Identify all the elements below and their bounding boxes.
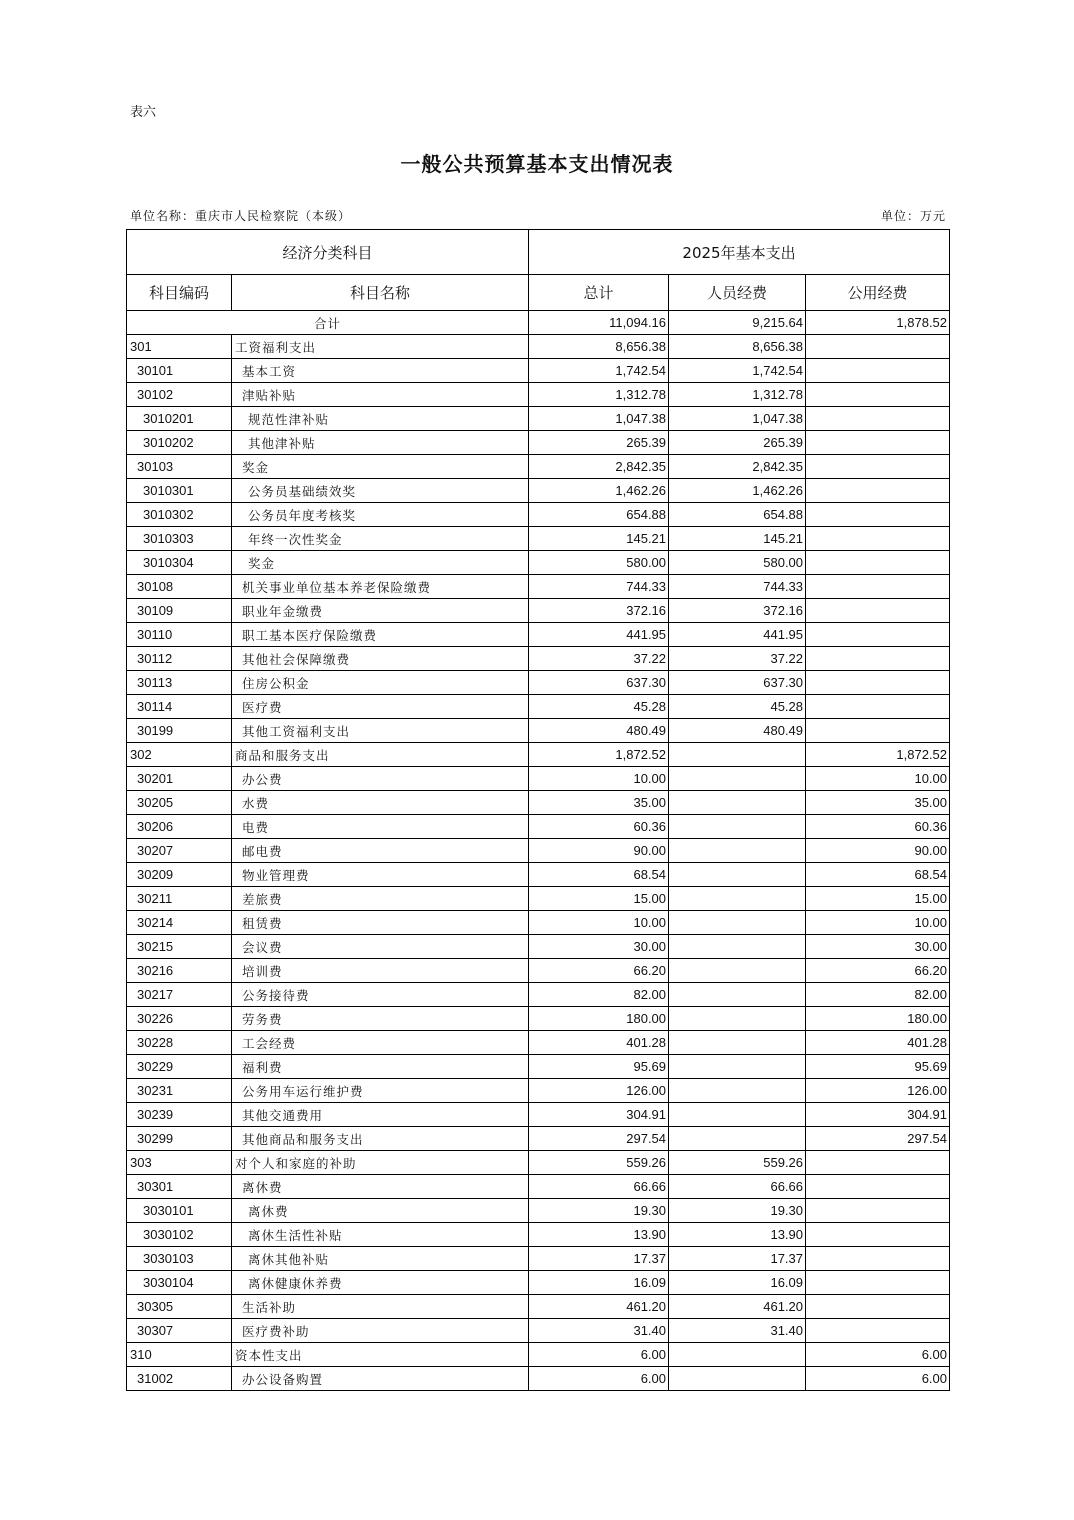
code-cell: 30113 [127, 671, 232, 695]
name-cell: 其他交通费用 [232, 1103, 529, 1127]
total-cell: 304.91 [529, 1103, 669, 1127]
group-header-classification: 经济分类科目 [127, 230, 529, 275]
public-cell: 30.00 [806, 935, 950, 959]
currency-unit-label: 单位：万元 [880, 209, 946, 223]
name-cell: 职业年金缴费 [232, 599, 529, 623]
table-row [127, 1271, 950, 1295]
public-cell: 180.00 [806, 1007, 950, 1031]
total-cell: 1,312.78 [529, 383, 669, 407]
code-cell: 30228 [127, 1031, 232, 1055]
personnel-cell: 16.09 [669, 1271, 806, 1295]
table-row [127, 863, 950, 887]
total-row [127, 311, 950, 335]
code-cell: 301 [127, 335, 232, 359]
table-row [127, 839, 950, 863]
code-cell: 3010302 [127, 503, 232, 527]
total-cell: 13.90 [529, 1223, 669, 1247]
name-cell: 生活补助 [232, 1295, 529, 1319]
personnel-cell [669, 911, 806, 935]
public-cell [806, 455, 950, 479]
personnel-cell [669, 863, 806, 887]
name-cell: 对个人和家庭的补助 [232, 1151, 529, 1175]
total-cell: 17.37 [529, 1247, 669, 1271]
table-row [127, 1079, 950, 1103]
personnel-cell: 13.90 [669, 1223, 806, 1247]
name-cell: 租赁费 [232, 911, 529, 935]
total-cell: 95.69 [529, 1055, 669, 1079]
total-cell: 145.21 [529, 527, 669, 551]
personnel-cell: 8,656.38 [669, 335, 806, 359]
personnel-cell: 1,742.54 [669, 359, 806, 383]
column-header-row [127, 275, 950, 311]
table-row [127, 623, 950, 647]
total-cell: 15.00 [529, 887, 669, 911]
name-cell: 培训费 [232, 959, 529, 983]
code-cell: 3010301 [127, 479, 232, 503]
name-cell: 离休健康休养费 [232, 1271, 529, 1295]
public-cell [806, 1247, 950, 1271]
total-cell: 1,047.38 [529, 407, 669, 431]
table-row [127, 1175, 950, 1199]
personnel-cell: 31.40 [669, 1319, 806, 1343]
code-cell: 30199 [127, 719, 232, 743]
table-row [127, 431, 950, 455]
name-cell: 离休生活性补贴 [232, 1223, 529, 1247]
code-cell: 30112 [127, 647, 232, 671]
personnel-cell: 265.39 [669, 431, 806, 455]
public-cell [806, 671, 950, 695]
public-cell [806, 431, 950, 455]
public-cell [806, 1271, 950, 1295]
name-cell: 水费 [232, 791, 529, 815]
personnel-cell [669, 1079, 806, 1103]
table-row [127, 959, 950, 983]
name-cell: 规范性津补贴 [232, 407, 529, 431]
personnel-cell [669, 839, 806, 863]
code-cell: 30207 [127, 839, 232, 863]
name-cell: 物业管理费 [232, 863, 529, 887]
table-row [127, 1127, 950, 1151]
code-cell: 30229 [127, 1055, 232, 1079]
personnel-cell: 441.95 [669, 623, 806, 647]
code-cell: 303 [127, 1151, 232, 1175]
name-cell: 基本工资 [232, 359, 529, 383]
code-cell: 3030101 [127, 1199, 232, 1223]
public-cell: 95.69 [806, 1055, 950, 1079]
personnel-cell [669, 983, 806, 1007]
code-cell: 30305 [127, 1295, 232, 1319]
table-row [127, 671, 950, 695]
total-cell: 10.00 [529, 767, 669, 791]
column-header-personnel: 人员经费 [669, 275, 806, 311]
table-row [127, 1103, 950, 1127]
column-header-total: 总计 [529, 275, 669, 311]
name-cell: 其他工资福利支出 [232, 719, 529, 743]
personnel-cell: 19.30 [669, 1199, 806, 1223]
table-row [127, 983, 950, 1007]
code-cell: 310 [127, 1343, 232, 1367]
personnel-cell: 637.30 [669, 671, 806, 695]
public-cell [806, 719, 950, 743]
table-row [127, 935, 950, 959]
table-row [127, 743, 950, 767]
name-cell: 机关事业单位基本养老保险缴费 [232, 575, 529, 599]
total-cell: 30.00 [529, 935, 669, 959]
name-cell: 公务用车运行维护费 [232, 1079, 529, 1103]
table-row [127, 1343, 950, 1367]
personnel-cell: 744.33 [669, 575, 806, 599]
total-cell: 6.00 [529, 1343, 669, 1367]
total-cell: 265.39 [529, 431, 669, 455]
table-row [127, 527, 950, 551]
total-cell: 10.00 [529, 911, 669, 935]
total-cell: 66.66 [529, 1175, 669, 1199]
code-cell: 30114 [127, 695, 232, 719]
personnel-cell [669, 1343, 806, 1367]
name-cell: 职工基本医疗保险缴费 [232, 623, 529, 647]
total-cell: 1,462.26 [529, 479, 669, 503]
personnel-cell [669, 1031, 806, 1055]
total-cell: 480.49 [529, 719, 669, 743]
code-cell: 30211 [127, 887, 232, 911]
name-cell: 工会经费 [232, 1031, 529, 1055]
total-cell: 35.00 [529, 791, 669, 815]
column-header-name: 科目名称 [232, 275, 529, 311]
name-cell: 差旅费 [232, 887, 529, 911]
personnel-cell: 1,462.26 [669, 479, 806, 503]
total-cell: 126.00 [529, 1079, 669, 1103]
code-cell: 30214 [127, 911, 232, 935]
code-cell: 30103 [127, 455, 232, 479]
code-cell: 30109 [127, 599, 232, 623]
total-public-cell: 1,878.52 [806, 311, 950, 335]
public-cell: 82.00 [806, 983, 950, 1007]
total-cell: 401.28 [529, 1031, 669, 1055]
public-cell [806, 1175, 950, 1199]
name-cell: 离休费 [232, 1199, 529, 1223]
public-cell: 1,872.52 [806, 743, 950, 767]
table-row [127, 1295, 950, 1319]
personnel-cell: 66.66 [669, 1175, 806, 1199]
code-cell: 30101 [127, 359, 232, 383]
name-cell: 公务员基础绩效奖 [232, 479, 529, 503]
public-cell [806, 479, 950, 503]
public-cell: 66.20 [806, 959, 950, 983]
name-cell: 奖金 [232, 455, 529, 479]
personnel-cell [669, 1007, 806, 1031]
column-header-public: 公用经费 [806, 275, 950, 311]
table-row [127, 1031, 950, 1055]
code-cell: 30299 [127, 1127, 232, 1151]
total-cell: 461.20 [529, 1295, 669, 1319]
public-cell: 90.00 [806, 839, 950, 863]
personnel-cell [669, 887, 806, 911]
code-cell: 3030104 [127, 1271, 232, 1295]
table-row [127, 1247, 950, 1271]
personnel-cell: 17.37 [669, 1247, 806, 1271]
total-cell: 297.54 [529, 1127, 669, 1151]
personnel-cell: 372.16 [669, 599, 806, 623]
code-cell: 3010201 [127, 407, 232, 431]
name-cell: 奖金 [232, 551, 529, 575]
name-cell: 商品和服务支出 [232, 743, 529, 767]
public-cell [806, 335, 950, 359]
total-cell: 31.40 [529, 1319, 669, 1343]
public-cell [806, 1223, 950, 1247]
public-cell [806, 599, 950, 623]
table-row [127, 1223, 950, 1247]
code-cell: 30206 [127, 815, 232, 839]
total-cell: 654.88 [529, 503, 669, 527]
total-label: 合计 [127, 311, 529, 335]
total-cell: 1,742.54 [529, 359, 669, 383]
public-cell: 6.00 [806, 1343, 950, 1367]
code-cell: 30231 [127, 1079, 232, 1103]
public-cell: 15.00 [806, 887, 950, 911]
personnel-cell [669, 1103, 806, 1127]
name-cell: 工资福利支出 [232, 335, 529, 359]
total-cell: 744.33 [529, 575, 669, 599]
total-cell: 45.28 [529, 695, 669, 719]
name-cell: 劳务费 [232, 1007, 529, 1031]
public-cell: 401.28 [806, 1031, 950, 1055]
public-cell [806, 575, 950, 599]
code-cell: 30110 [127, 623, 232, 647]
total-cell: 82.00 [529, 983, 669, 1007]
table-row [127, 719, 950, 743]
table-row [127, 407, 950, 431]
table-row [127, 1007, 950, 1031]
name-cell: 公务接待费 [232, 983, 529, 1007]
personnel-cell: 461.20 [669, 1295, 806, 1319]
total-cell: 441.95 [529, 623, 669, 647]
public-cell [806, 359, 950, 383]
table-row [127, 911, 950, 935]
total-cell: 60.36 [529, 815, 669, 839]
public-cell [806, 1319, 950, 1343]
personnel-cell: 480.49 [669, 719, 806, 743]
personnel-cell [669, 959, 806, 983]
code-cell: 30108 [127, 575, 232, 599]
code-cell: 302 [127, 743, 232, 767]
code-cell: 30209 [127, 863, 232, 887]
code-cell: 30239 [127, 1103, 232, 1127]
public-cell [806, 407, 950, 431]
public-cell [806, 383, 950, 407]
table-row [127, 479, 950, 503]
personnel-cell [669, 1367, 806, 1391]
public-cell [806, 527, 950, 551]
table-row [127, 575, 950, 599]
table-row [127, 551, 950, 575]
total-cell: 90.00 [529, 839, 669, 863]
personnel-cell [669, 815, 806, 839]
total-cell: 637.30 [529, 671, 669, 695]
budget-expenditure-table [126, 229, 950, 1391]
table-row [127, 383, 950, 407]
table-row [127, 695, 950, 719]
table-row [127, 1151, 950, 1175]
name-cell: 邮电费 [232, 839, 529, 863]
name-cell: 医疗费补助 [232, 1319, 529, 1343]
code-cell: 3010304 [127, 551, 232, 575]
code-cell: 30226 [127, 1007, 232, 1031]
table-row [127, 1319, 950, 1343]
personnel-cell: 559.26 [669, 1151, 806, 1175]
unit-name-label: 单位名称：重庆市人民检察院（本级） [130, 209, 352, 223]
public-cell: 304.91 [806, 1103, 950, 1127]
public-cell [806, 623, 950, 647]
personnel-cell [669, 767, 806, 791]
name-cell: 医疗费 [232, 695, 529, 719]
name-cell: 津贴补贴 [232, 383, 529, 407]
public-cell [806, 695, 950, 719]
personnel-cell [669, 1055, 806, 1079]
personnel-cell: 145.21 [669, 527, 806, 551]
public-cell: 35.00 [806, 791, 950, 815]
public-cell [806, 503, 950, 527]
code-cell: 30201 [127, 767, 232, 791]
code-cell: 3010303 [127, 527, 232, 551]
personnel-cell: 2,842.35 [669, 455, 806, 479]
name-cell: 离休其他补贴 [232, 1247, 529, 1271]
name-cell: 办公费 [232, 767, 529, 791]
public-cell: 60.36 [806, 815, 950, 839]
public-cell [806, 551, 950, 575]
name-cell: 其他商品和服务支出 [232, 1127, 529, 1151]
column-header-code: 科目编码 [127, 275, 232, 311]
total-cell: 2,842.35 [529, 455, 669, 479]
name-cell: 福利费 [232, 1055, 529, 1079]
table-row [127, 647, 950, 671]
total-cell: 8,656.38 [529, 335, 669, 359]
name-cell: 离休费 [232, 1175, 529, 1199]
total-cell: 37.22 [529, 647, 669, 671]
personnel-cell: 654.88 [669, 503, 806, 527]
personnel-cell [669, 743, 806, 767]
public-cell: 126.00 [806, 1079, 950, 1103]
code-cell: 30307 [127, 1319, 232, 1343]
name-cell: 电费 [232, 815, 529, 839]
total-cell: 1,872.52 [529, 743, 669, 767]
code-cell: 3030102 [127, 1223, 232, 1247]
public-cell [806, 1151, 950, 1175]
total-cell: 16.09 [529, 1271, 669, 1295]
table-row [127, 335, 950, 359]
personnel-cell [669, 791, 806, 815]
group-header-row [127, 230, 950, 275]
code-cell: 3030103 [127, 1247, 232, 1271]
table-row [127, 1055, 950, 1079]
personnel-cell: 580.00 [669, 551, 806, 575]
public-cell [806, 1199, 950, 1223]
name-cell: 其他津补贴 [232, 431, 529, 455]
public-cell: 10.00 [806, 767, 950, 791]
personnel-cell: 1,047.38 [669, 407, 806, 431]
public-cell: 297.54 [806, 1127, 950, 1151]
code-cell: 30215 [127, 935, 232, 959]
name-cell: 会议费 [232, 935, 529, 959]
table-row [127, 359, 950, 383]
total-personnel-cell: 9,215.64 [669, 311, 806, 335]
personnel-cell [669, 1127, 806, 1151]
personnel-cell: 1,312.78 [669, 383, 806, 407]
code-cell: 30301 [127, 1175, 232, 1199]
group-header-budget-2025: 2025年基本支出 [529, 230, 950, 275]
code-cell: 30102 [127, 383, 232, 407]
personnel-cell: 45.28 [669, 695, 806, 719]
name-cell: 办公设备购置 [232, 1367, 529, 1391]
total-cell: 68.54 [529, 863, 669, 887]
name-cell: 公务员年度考核奖 [232, 503, 529, 527]
name-cell: 资本性支出 [232, 1343, 529, 1367]
total-cell: 180.00 [529, 1007, 669, 1031]
code-cell: 31002 [127, 1367, 232, 1391]
name-cell: 年终一次性奖金 [232, 527, 529, 551]
table-row [127, 599, 950, 623]
personnel-cell: 37.22 [669, 647, 806, 671]
code-cell: 30217 [127, 983, 232, 1007]
page-title: 一般公共预算基本支出情况表 [400, 152, 674, 176]
table-row [127, 1199, 950, 1223]
total-cell: 66.20 [529, 959, 669, 983]
code-cell: 3010202 [127, 431, 232, 455]
table-row [127, 887, 950, 911]
table-row [127, 503, 950, 527]
table-row [127, 815, 950, 839]
personnel-cell [669, 935, 806, 959]
total-total-cell: 11,094.16 [529, 311, 669, 335]
public-cell [806, 1295, 950, 1319]
table-row [127, 767, 950, 791]
total-cell: 559.26 [529, 1151, 669, 1175]
table-row [127, 455, 950, 479]
total-cell: 372.16 [529, 599, 669, 623]
code-cell: 30205 [127, 791, 232, 815]
total-cell: 6.00 [529, 1367, 669, 1391]
table-number-label: 表六 [130, 105, 157, 120]
public-cell [806, 647, 950, 671]
public-cell: 68.54 [806, 863, 950, 887]
code-cell: 30216 [127, 959, 232, 983]
name-cell: 住房公积金 [232, 671, 529, 695]
table-row [127, 1367, 950, 1391]
public-cell: 6.00 [806, 1367, 950, 1391]
total-cell: 580.00 [529, 551, 669, 575]
total-cell: 19.30 [529, 1199, 669, 1223]
name-cell: 其他社会保障缴费 [232, 647, 529, 671]
table-row [127, 791, 950, 815]
public-cell: 10.00 [806, 911, 950, 935]
